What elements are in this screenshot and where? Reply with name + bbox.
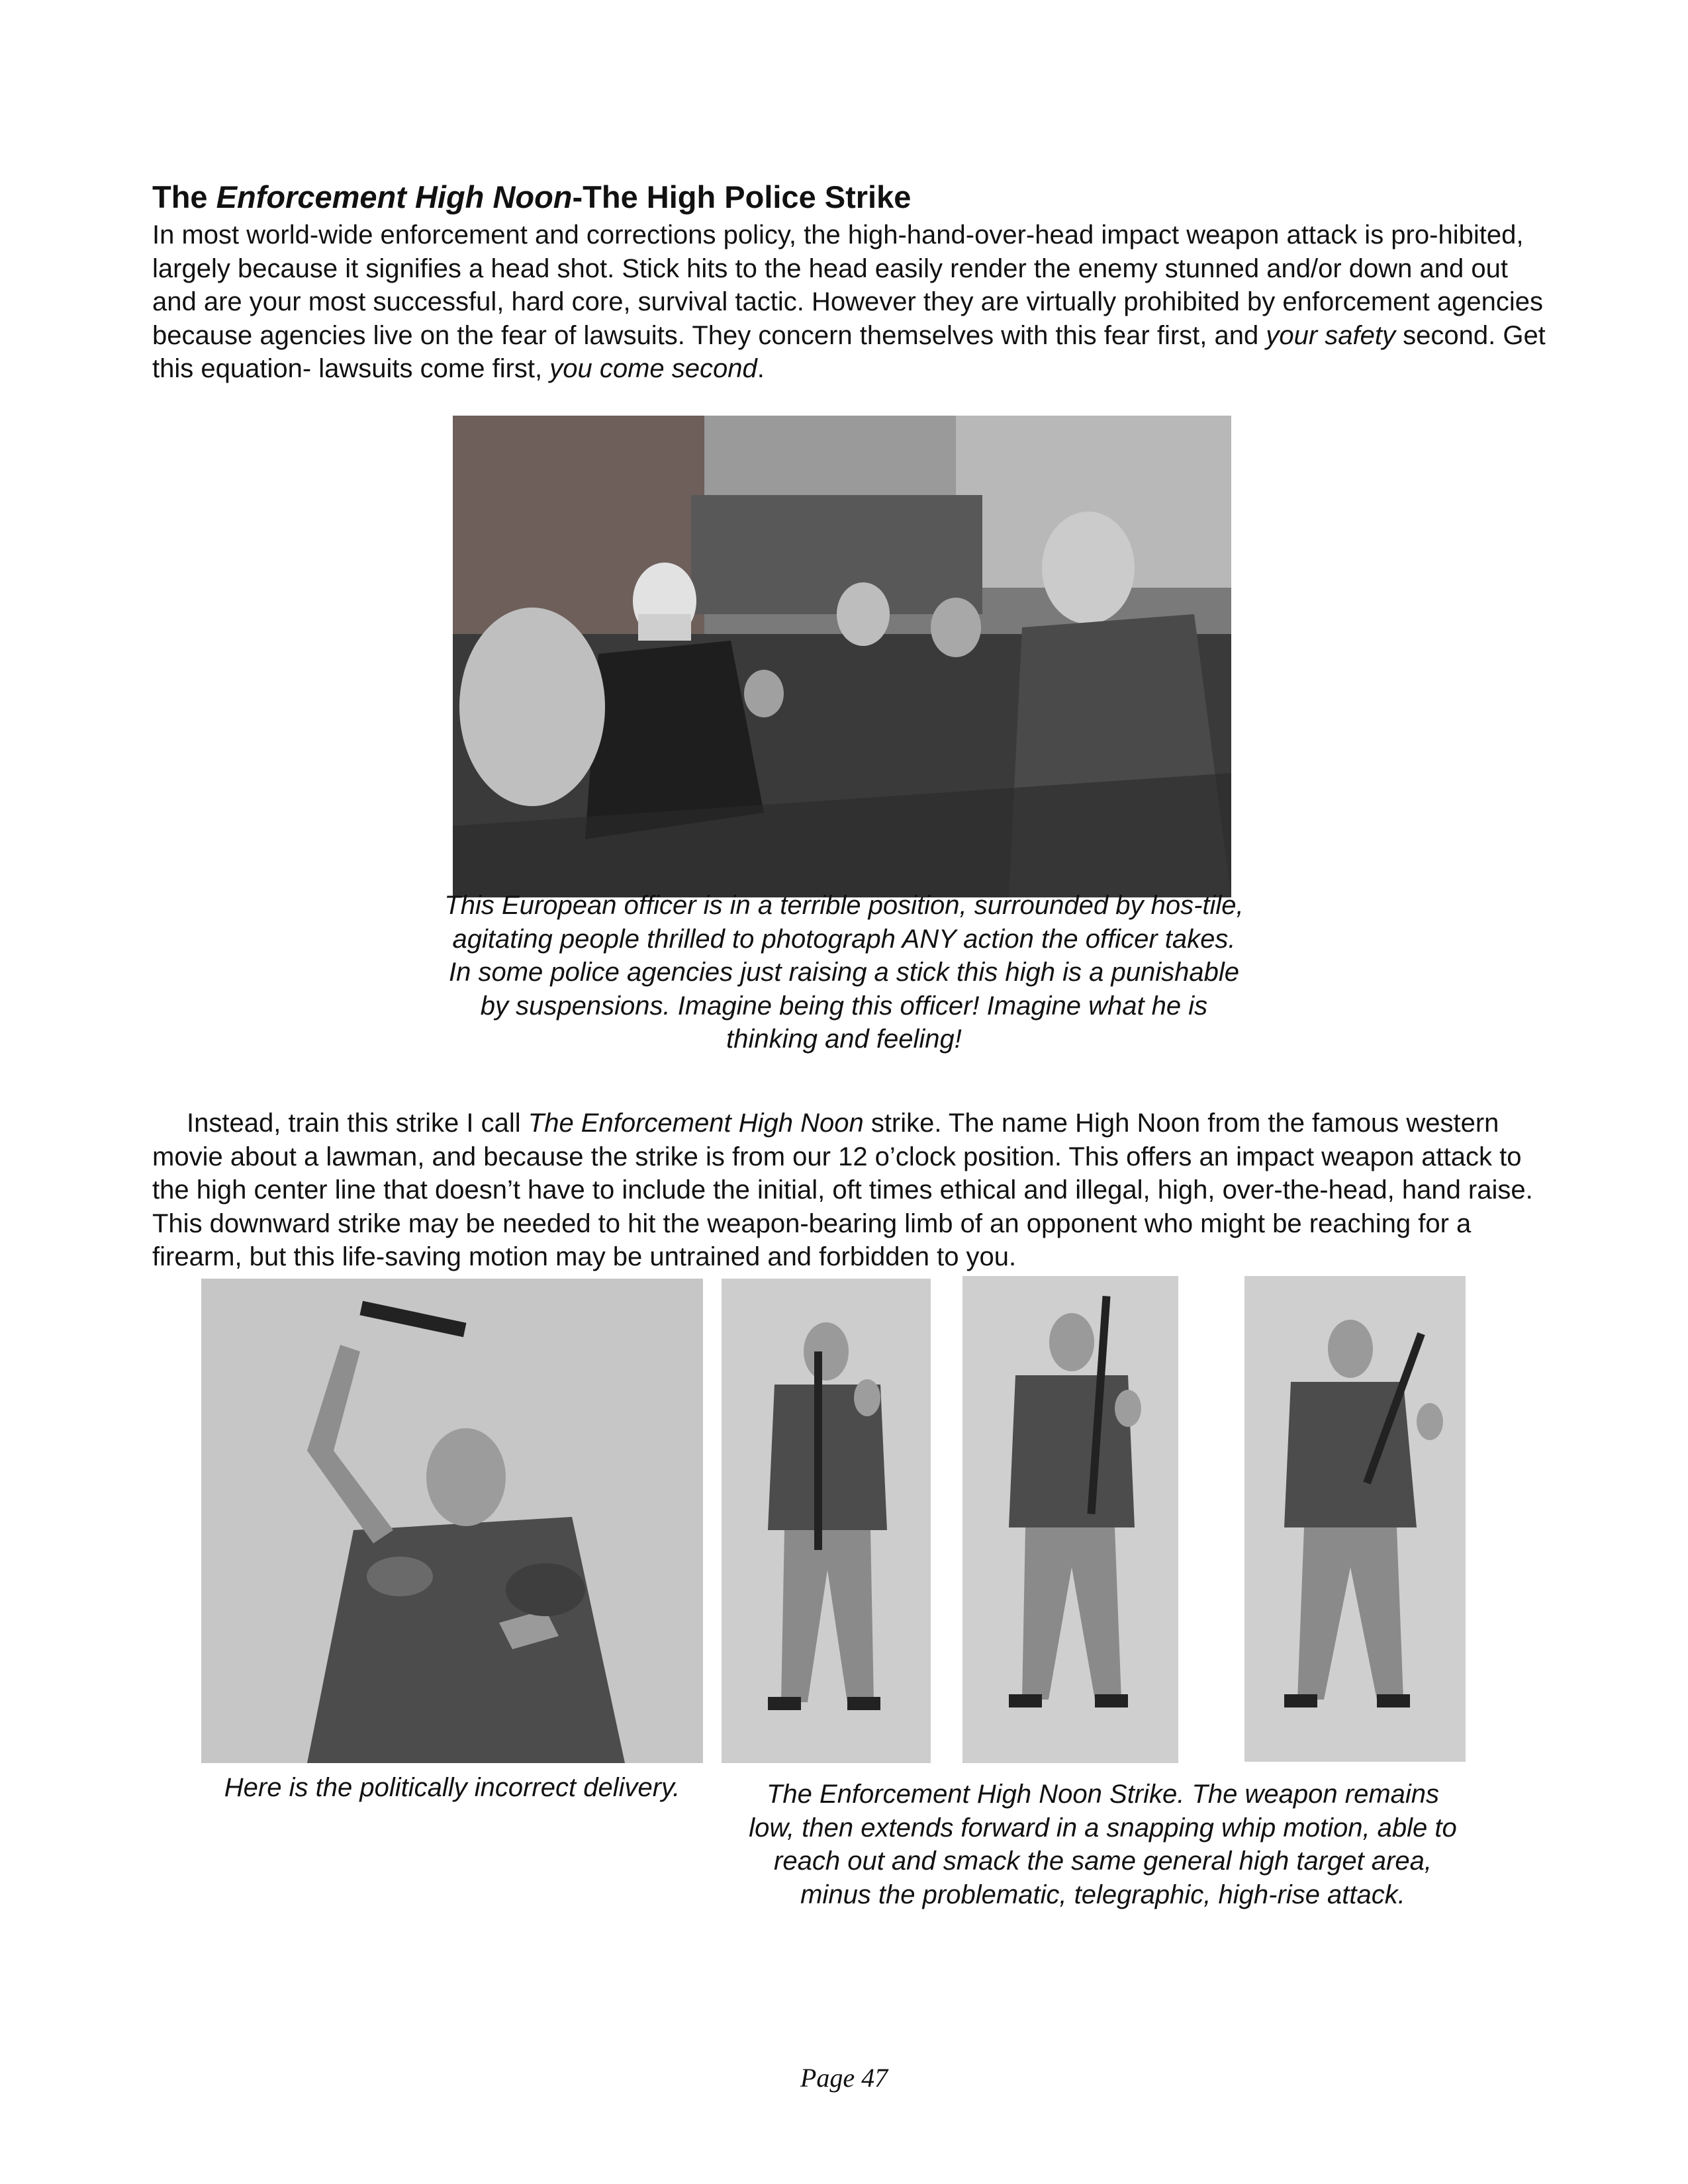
heading-prefix: The bbox=[152, 179, 216, 214]
strike-sequence-image-2 bbox=[962, 1276, 1178, 1763]
intro-text-1: In most world-wide enforcement and corrections policy, the high-hand-over-head impact weapon attack is pro-hibited, largely because it signifies a head shot. Stick hits to the head easily render the enemy stunned and/or down and out and are your most successful, hard core, survival tactic. However they are virtually prohibited by enforcement agencies because agencies live on the fear of lawsuits. They concern themselves with this fear first, and bbox=[152, 220, 1543, 350]
strike-sequence-photo-2 bbox=[962, 1276, 1178, 1763]
high-noon-strike-caption: The Enforcement High Noon Strike. The weapon remains low, then extends forward in a snapping whip motion, able to reach out and smack the same general high target area, minus the problematic, telegraphic, high-rise attack. bbox=[749, 1780, 1457, 1909]
overhead-strike-caption: Here is the politically incorrect delivery. bbox=[224, 1773, 680, 1802]
intro-emphasis-2: you come second bbox=[549, 354, 757, 383]
intro-emphasis-1: your safety bbox=[1266, 320, 1395, 350]
overhead-strike-photo bbox=[201, 1279, 703, 1763]
section-heading bbox=[152, 177, 1542, 217]
body-paragraph bbox=[152, 1107, 1549, 1274]
body-text-2: strike. The name High Noon from the famous western movie about a lawman, and because the strike is from our 12 o’clock position. This offers an impact weapon attack to the high center line that doesn’t have to include the initial, oft times ethical and illegal, high, over-the-head, hand raise. This downward strike may be needed to hit the weapon-bearing limb of an opponent who might be reaching for a firearm, but this life-saving motion may be untrained and forbidden to you. bbox=[152, 1109, 1533, 1271]
intro-paragraph bbox=[152, 218, 1549, 386]
body-emphasis-1: The Enforcement High Noon bbox=[528, 1109, 864, 1138]
intro-text-2: second. Get this equation- lawsuits come first, bbox=[152, 320, 1546, 383]
crowd-photo-image bbox=[453, 416, 1231, 897]
strike-sequence-image-3 bbox=[1244, 1276, 1466, 1762]
strike-sequence-photo-3 bbox=[1244, 1276, 1466, 1762]
body-text-1: Instead, train this strike I call bbox=[187, 1109, 528, 1138]
crowd-photo-caption: This European officer is in a terrible position, surrounded by hos-tile, agitating people thrilled to photograph ANY action the officer takes. In some police agencies just raising a stick this high is a punishable by suspensions. Imagine being this officer! Imagine what he is thinking and feeling! bbox=[444, 891, 1244, 1054]
intro-text-3: . bbox=[757, 354, 765, 383]
crowd-photo bbox=[453, 416, 1231, 897]
strike-sequence-image-1 bbox=[722, 1279, 931, 1763]
overhead-strike-image bbox=[201, 1279, 703, 1763]
heading-italic: Enforcement High Noon bbox=[216, 179, 573, 214]
page-number: Page 47 bbox=[800, 2063, 888, 2093]
heading-suffix: -The High Police Strike bbox=[572, 179, 912, 214]
strike-sequence-photo-1 bbox=[722, 1279, 931, 1763]
